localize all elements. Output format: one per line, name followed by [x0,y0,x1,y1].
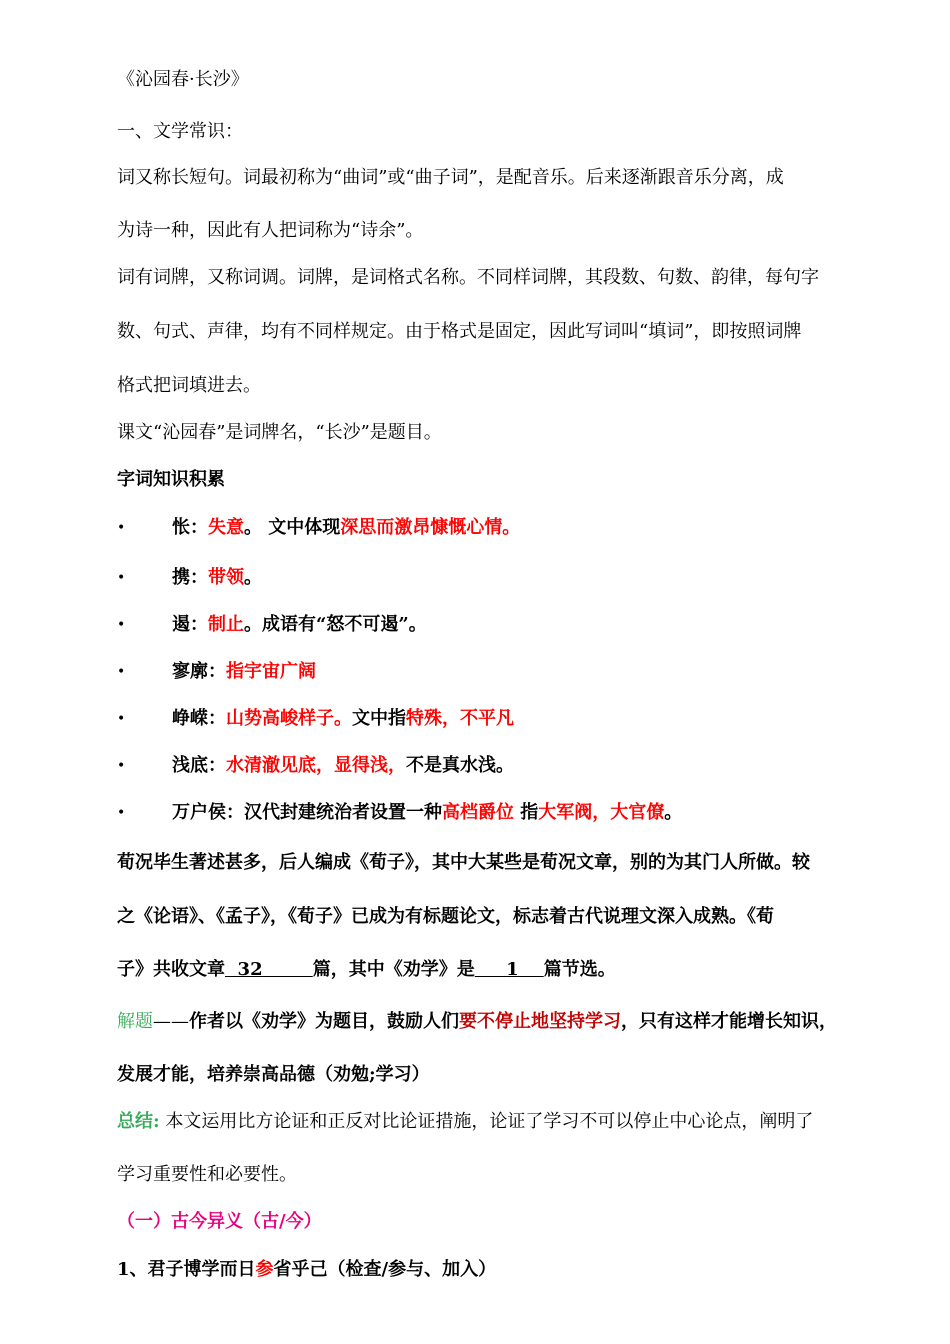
vocab-term: 寥廓： [172,661,226,682]
vocab-text: 。 文中体现 [244,517,341,538]
paragraph-line: 格式把词填进去。 [117,375,261,396]
bullet-glyph: • [117,758,126,774]
paragraph-line: 发展才能，培养崇高品德（劝勉;学习） [117,1064,430,1085]
paragraph-line: 学习重要性和必要性。 [117,1164,297,1185]
vocab-meaning: 失意 [208,517,244,538]
vocab-item [172,707,514,731]
vocab-text: 不是真水浅。 [406,755,514,776]
vocab-item [172,660,316,684]
vocab-meaning: 水清澈见底，显得浅， [226,755,406,776]
vocab-term: 携： [172,567,208,588]
doc-title: 《沁园春·长沙》 [117,69,249,90]
vocab-term: 怅： [172,517,208,538]
example-text: 省乎己（检查/参与、加入） [273,1259,497,1280]
vocab-text: 。成语有“怒不可遏”。 [244,614,427,635]
vocab-item [172,566,262,590]
example-highlight: 参 [255,1259,274,1280]
vocab-meaning: 制止 [208,614,244,635]
vocab-meaning: 深思而激昂慷慨心情。 [340,517,521,538]
vocab-text: 。 [244,567,262,588]
jieti-text: ，只有这样才能增长知识， [621,1011,837,1032]
paragraph-line [117,1110,813,1134]
dash: —— [153,1011,189,1032]
example-text: 1、君子博学而日 [117,1259,256,1280]
vocab-meaning: 指宇宙广阔 [226,661,316,682]
vocab-meaning: 高档爵位 [442,802,514,823]
section-heading-gujin: （一）古今异义（古/今） [117,1211,322,1232]
vocab-meaning: 大军阀，大官僚 [538,802,665,823]
section-heading-literary: 一、文学常识： [117,121,243,142]
paragraph-line: 之《论语》、《孟子》，《荀子》已成为有标题论文，标志着古代说理文深入成熟。《荀 [117,906,774,927]
vocab-item [172,754,514,778]
vocab-text: 文中指 [352,708,406,729]
vocab-item [172,801,682,825]
bullet-glyph: • [117,570,126,586]
vocab-meaning: 山势高峻样子。 [226,708,352,729]
paragraph-line: 为诗一种，因此有人把词称为“诗余”。 [117,220,424,241]
paragraph-line: 词又称长短句。词最初称为“曲词”或“曲子词”，是配音乐。后来逐渐跟音乐分离，成 [117,167,784,188]
vocab-item [172,613,427,637]
example-line [117,1258,496,1282]
bullet-glyph: • [117,664,126,680]
fill-text: 子》共收文章 [117,959,225,980]
paragraph-line: 数、句式、声律，均有不同样规定。由于格式是固定，因此写词叫“填词”，即按照词牌 [117,321,802,342]
label-jieti: 解题 [117,1011,153,1032]
paragraph-line [117,1010,837,1034]
vocab-term: 遏： [172,614,208,635]
fill-text: 篇节选。 [543,959,616,980]
jieti-text: 作者以《劝学》为题目，鼓励人们 [189,1011,459,1032]
bullet-glyph: • [117,711,126,727]
vocab-meaning: 带领 [208,567,244,588]
vocab-text: 指 [514,802,539,823]
bullet-glyph: • [117,617,126,633]
vocab-term: 浅底： [172,755,226,776]
section-heading-vocab: 字词知识积累 [117,469,225,490]
vocab-meaning: 特殊，不平凡 [406,708,514,729]
paragraph-line: 词有词牌，又称词调。词牌，是词格式名称。不同样词牌，其段数、句数、韵律，每句字 [117,267,819,288]
fill-text: 篇，其中《劝学》是 [312,959,475,980]
bullet-glyph: • [117,805,126,821]
fill-blank-number: 1 [506,959,519,980]
paragraph-line: 荀况毕生著述甚多，后人编成《荀子》，其中大某些是荀况文章，别的为其门人所做。较 [117,852,810,873]
jieti-highlight: 要不停止地坚持学习 [459,1011,621,1032]
vocab-term: 万户侯：汉代封建统治者设置一种 [172,802,442,823]
vocab-item [172,516,520,540]
paragraph-line: 课文“沁园春”是词牌名，“长沙”是题目。 [117,422,442,443]
fill-blank-count: 32 [237,959,263,980]
vocab-text: 。 [664,802,683,823]
paragraph-line [117,958,616,982]
zongjie-text: 本文运用比方论证和正反对比论证措施，论证了学习不可以停止中心论点，阐明了 [159,1111,814,1132]
label-zongjie: 总结: [117,1111,160,1132]
bullet-glyph: • [117,520,126,536]
vocab-term: 峥嵘： [172,708,226,729]
